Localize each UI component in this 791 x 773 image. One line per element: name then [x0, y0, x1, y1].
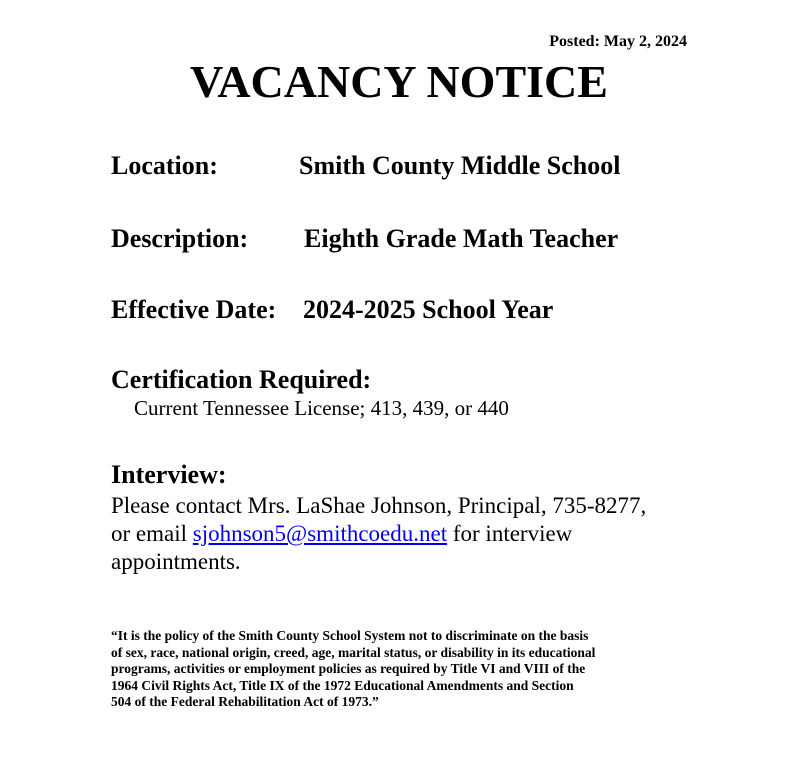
nondiscrimination-policy — [111, 628, 701, 711]
interview-line-2-prefix: or email — [111, 521, 193, 546]
policy-line: 1964 Civil Rights Act, Title IX of the 1972 Educational Amendments and Section — [111, 677, 574, 693]
policy-line: programs, activities or employment policies as required by Title VI and VIII of the — [111, 661, 586, 676]
interview-heading: Interview: — [111, 460, 227, 489]
certification-text: Current Tennessee License; 413, 439, or 440 — [134, 396, 509, 420]
policy-line: 504 of the Federal Rehabilitation Act of 1973.” — [111, 694, 379, 709]
interview-line-1: Please contact Mrs. LaShae Johnson, Principal, 735-8277, — [111, 493, 647, 518]
effective-date-value: 2024-2025 School Year — [303, 295, 554, 324]
email-link[interactable]: sjohnson5@smithcoedu.net — [192, 521, 448, 546]
interview-line-3: appointments. — [111, 549, 241, 574]
description-value: Eighth Grade Math Teacher — [304, 224, 619, 253]
description-label: Description: — [111, 224, 249, 253]
location-value: Smith County Middle School — [299, 151, 621, 180]
effective-date-label: Effective Date: — [111, 295, 277, 324]
interview-line-2 — [111, 520, 711, 548]
policy-line: of sex, race, national origin, creed, age, marital status, or disability in its educational — [111, 644, 596, 660]
policy-line: “It is the policy of the Smith County School System not to discriminate on the basis — [111, 628, 589, 643]
certification-heading: Certification Required: — [111, 365, 372, 394]
interview-line-2-suffix: for interview — [447, 521, 573, 546]
location-label: Location: — [111, 151, 218, 180]
posted-date: Posted: May 2, 2024 — [549, 33, 687, 50]
page-title: VACANCY NOTICE — [190, 56, 608, 107]
interview-text — [111, 492, 711, 576]
